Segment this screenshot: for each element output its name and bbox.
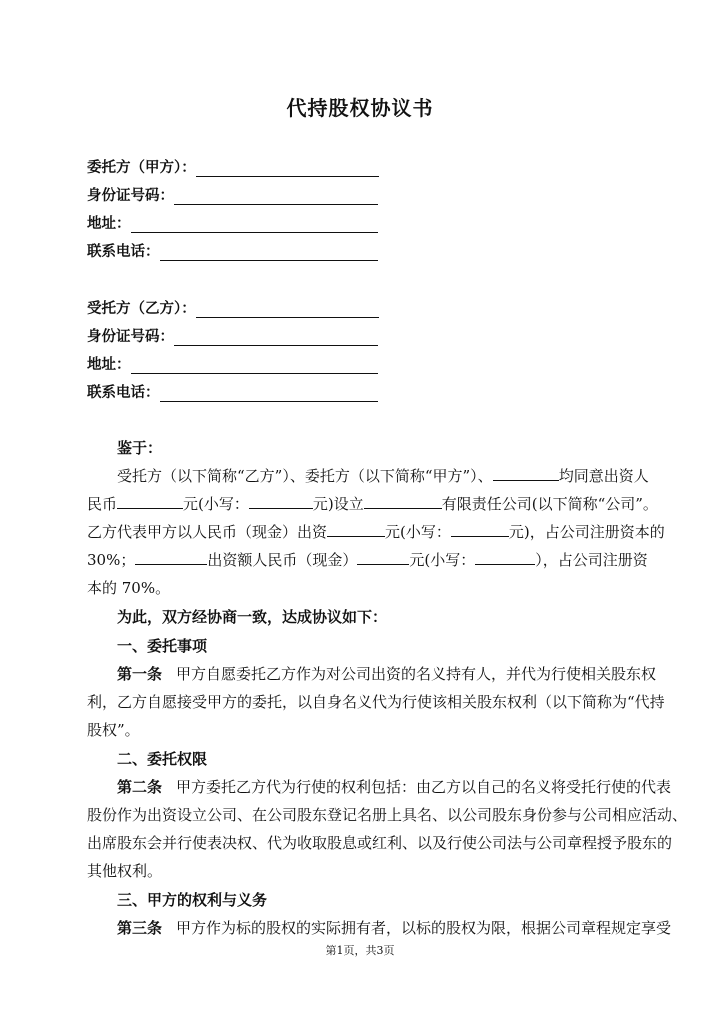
text: 民币 [87, 495, 118, 513]
label: 身份证号码： [87, 187, 174, 204]
text: ），占公司注册资 [535, 551, 648, 569]
document-title: 代持股权协议书 [286, 96, 434, 120]
party-b-role-field[interactable] [87, 298, 379, 318]
blank[interactable] [135, 550, 207, 565]
text: 甲方委托乙方代为行使的权利包括：由乙方以自己的名义将受托行使的代表 [176, 778, 672, 796]
blank-line [131, 216, 378, 233]
label: 地址： [87, 356, 131, 373]
label: 受托方（乙方）： [87, 300, 196, 317]
article-2-line-3: 出席股东会并行使表决权、代为收取股息或红利、以及行使公司法与公司章程授予股东的 [87, 834, 673, 852]
whereas-line-2 [87, 494, 658, 514]
whereas-line-4 [87, 550, 648, 570]
blank[interactable] [327, 522, 385, 537]
text: 元(小写： [385, 523, 451, 541]
party-b-id-field[interactable] [87, 326, 378, 346]
blank-line [160, 244, 378, 261]
label: 地址： [87, 215, 131, 232]
blank-line [196, 301, 379, 318]
blank-line [160, 385, 378, 402]
article-2-line-1 [87, 777, 672, 797]
text: 甲方自愿委托乙方作为对公司出资的名义持有人，并代为行使相关股东权 [176, 665, 657, 683]
text: 有限责任公司(以下简称“公司”。 [441, 495, 658, 513]
article-2-line-4: 其他权利。 [87, 862, 163, 880]
party-a-address-field[interactable] [87, 213, 378, 233]
section-1-heading: 一、委托事项 [117, 637, 208, 655]
section-2-heading: 二、委托权限 [117, 750, 208, 768]
article-1-line-2: 利，乙方自愿接受甲方的委托，以自身名义代为行使该相关股东权利（以下简称为“代持 [87, 693, 665, 711]
label: 委托方（甲方）： [87, 159, 196, 176]
text: 均同意出资人 [558, 467, 649, 485]
text: 30%； [87, 551, 136, 569]
whereas-line-3 [87, 522, 665, 542]
blank[interactable] [493, 466, 559, 481]
text: 元(小写： [183, 495, 249, 513]
label: 联系电话： [87, 243, 160, 260]
label: 联系电话： [87, 384, 160, 401]
page-footer: 第1页，共3页 [325, 944, 395, 957]
blank-line [131, 357, 378, 374]
article-label: 第二条 [117, 778, 163, 796]
text: 元(小写： [409, 551, 476, 569]
whereas-line-5: 本的 70%。 [87, 579, 171, 597]
text: 出资额人民币（现金） [207, 551, 358, 569]
blank[interactable] [249, 494, 313, 509]
text: 乙方代表甲方以人民币（现金）出资 [87, 523, 328, 541]
party-b-address-field[interactable] [87, 354, 378, 374]
party-b-phone-field[interactable] [87, 382, 378, 402]
blank[interactable] [364, 494, 442, 509]
blank[interactable] [451, 522, 509, 537]
party-a-role-field[interactable] [87, 157, 379, 177]
party-a-id-field[interactable] [87, 185, 378, 205]
blank-line [196, 160, 379, 177]
article-1-line-3: 股权”。 [87, 721, 140, 739]
agreement-intro: 为此，双方经协商一致，达成协议如下： [117, 608, 388, 626]
text: 受托方（以下简称“乙方”）、委托方（以下简称“甲方”）、 [117, 467, 493, 485]
blank[interactable] [117, 494, 183, 509]
party-a-phone-field[interactable] [87, 241, 378, 261]
article-label: 第一条 [117, 665, 163, 683]
blank[interactable] [357, 550, 409, 565]
article-2-line-2: 股份作为出资设立公司、在公司股东登记名册上具名、以公司股东身份参与公司相应活动、 [87, 806, 688, 824]
whereas-line-1 [87, 466, 649, 486]
article-3-line-1 [87, 918, 672, 938]
blank-line [174, 329, 378, 346]
section-3-heading: 三、甲方的权利与义务 [117, 891, 268, 909]
article-label: 第三条 [117, 919, 163, 937]
text: 甲方作为标的股权的实际拥有者，以标的股权为限，根据公司章程规定享受 [176, 919, 672, 937]
blank-line [174, 188, 378, 205]
text: 元)设立 [312, 495, 364, 513]
label: 身份证号码： [87, 328, 174, 345]
blank[interactable] [475, 550, 535, 565]
article-1-line-1 [87, 664, 657, 684]
text: 元)，占公司注册资本的 [508, 523, 665, 541]
whereas-heading: 鉴于： [117, 439, 163, 457]
